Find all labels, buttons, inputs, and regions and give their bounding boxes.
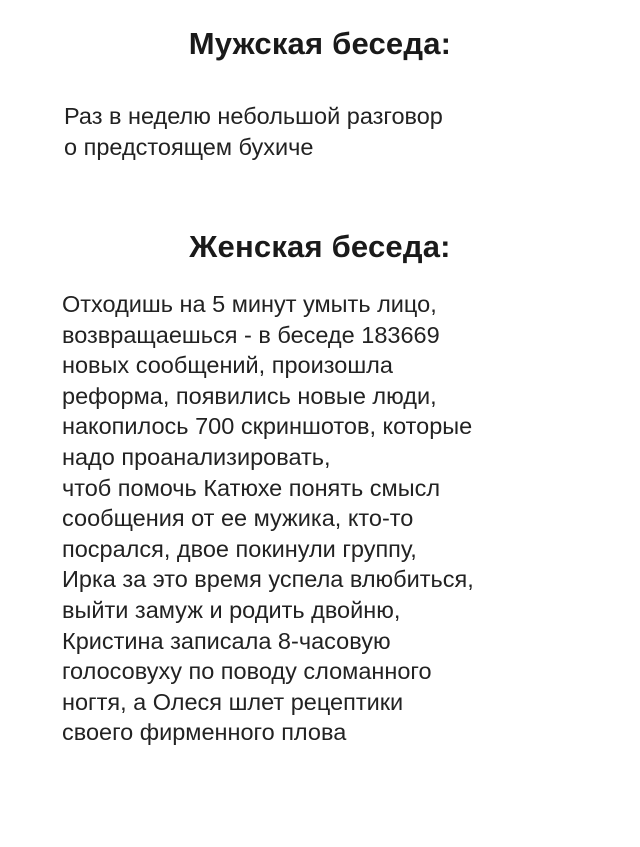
- men-chat-text: [64, 101, 443, 162]
- text-line: сообщения от ее мужика, кто-то: [62, 505, 414, 532]
- text-line: посрался, двое покинули группу,: [62, 535, 417, 562]
- women-chat-text: [62, 289, 474, 748]
- text-line: надо проанализировать,: [62, 443, 331, 470]
- text-line: реформа, появились новые люди,: [62, 382, 437, 409]
- text-line: Раз в неделю небольшой разговор: [64, 103, 443, 129]
- text-line: Ирка за это время успела влюбиться,: [62, 566, 474, 593]
- text-line: чтоб помочь Катюхе понять смысл: [62, 474, 441, 501]
- men-chat-heading: Мужская беседа:: [188, 26, 452, 61]
- text-line: выйти замуж и родить двойню,: [62, 596, 401, 623]
- text-line: о предстоящем бухиче: [64, 133, 314, 160]
- text-line: голосовуху по поводу сломанного: [62, 658, 432, 685]
- text-line: своего фирменного плова: [62, 719, 347, 746]
- text-line: ногтя, а Олеся шлет рецептики: [62, 688, 404, 715]
- text-line: накопилось 700 скриншотов, которые: [62, 413, 473, 440]
- text-line: Кристина записала 8-часовую: [62, 627, 391, 654]
- women-chat-heading: Женская беседа:: [189, 229, 451, 264]
- text-line: новых сообщений, произошла: [62, 352, 393, 379]
- text-line: Отходишь на 5 минут умыть лицо,: [62, 291, 437, 317]
- text-line: возвращаешься - в беседе 183669: [62, 321, 440, 348]
